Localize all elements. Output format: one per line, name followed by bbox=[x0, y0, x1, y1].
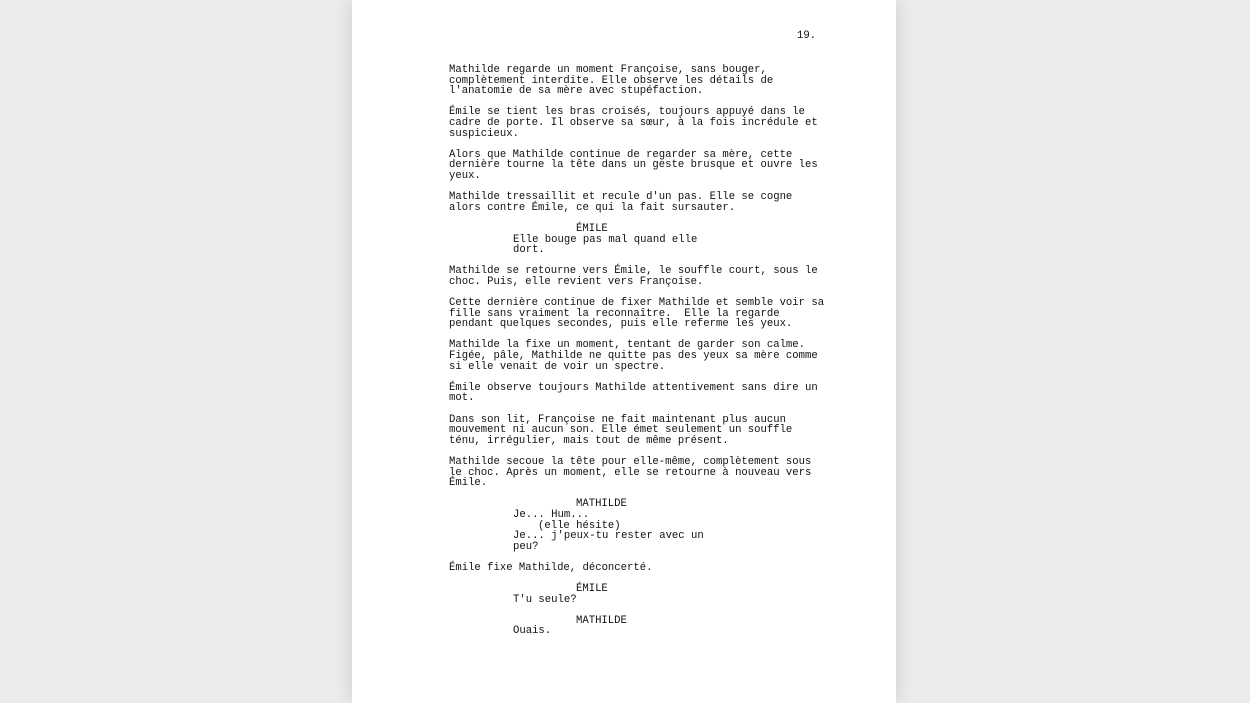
dialogue-line: T'u seule? bbox=[513, 593, 577, 606]
action-paragraph: Cette dernière continue de fixer Mathilde et semble voir sa fille sans vraiment la reconnaître. Elle la regarde pendant quelques secondes, puis elle referme les yeux. bbox=[449, 297, 825, 331]
action-paragraph: Mathilde se retourne vers Émile, le souffle court, sous le choc. Puis, elle revient vers Françoise. bbox=[449, 265, 818, 288]
dialogue-block bbox=[449, 616, 849, 637]
action-paragraph: Mathilde tressaillit et recule d'un pas. Elle se cogne alors contre Émile, ce qui la fait sursauter. bbox=[449, 191, 793, 214]
action-paragraph: Alors que Mathilde continue de regarder sa mère, cette dernière tourne la tête dans un geste brusque et ouvre les yeux. bbox=[449, 148, 818, 182]
dialogue-block bbox=[449, 584, 849, 605]
action-paragraph: Émile observe toujours Mathilde attentivement sans dire un mot. bbox=[449, 381, 818, 405]
dialogue-line: Je... j'peux-tu rester avec un peu? bbox=[513, 530, 704, 553]
parenthetical: (elle hésite) bbox=[538, 519, 621, 532]
character-name: ÉMILE bbox=[576, 583, 608, 596]
dialogue-line: Elle bouge pas mal quand elle dort. bbox=[513, 233, 698, 257]
action-paragraph: Mathilde regarde un moment Françoise, sans bouger, complètement interdite. Elle observe les détails de l'anatomie de sa mère avec stupéfaction. bbox=[449, 64, 774, 98]
action-paragraph: Mathilde secoue la tête pour elle-même, complètement sous le choc. Après un moment, elle se retourne à nouveau vers Émile. bbox=[449, 455, 812, 490]
action-paragraph: Émile se tient les bras croisés, toujours appuyé dans le cadre de porte. Il observe sa sœur, à la fois incrédule et suspicieux. bbox=[449, 106, 818, 140]
action-paragraph: Mathilde la fixe un moment, tentant de garder son calme. Figée, pâle, Mathilde ne quitte pas des yeux sa mère comme si elle venait de voir un spectre. bbox=[449, 339, 818, 373]
script-body bbox=[449, 65, 849, 648]
character-name: ÉMILE bbox=[576, 222, 608, 235]
script-page bbox=[352, 0, 896, 703]
page-number: 19. bbox=[797, 30, 817, 42]
character-name: MATHILDE bbox=[576, 614, 627, 627]
action-paragraph: Émile fixe Mathilde, déconcerté. bbox=[449, 561, 653, 574]
action-paragraph: Dans son lit, Françoise ne fait maintenant plus aucun mouvement ni aucun son. Elle émet seulement un souffle ténu, irrégulier, mais tout de même présent. bbox=[449, 413, 793, 447]
character-name: MATHILDE bbox=[576, 498, 627, 511]
dialogue-line: Je... Hum... bbox=[513, 508, 590, 521]
dialogue-block bbox=[449, 224, 849, 256]
dialogue-block bbox=[449, 499, 849, 552]
dialogue-line: Ouais. bbox=[513, 625, 552, 638]
